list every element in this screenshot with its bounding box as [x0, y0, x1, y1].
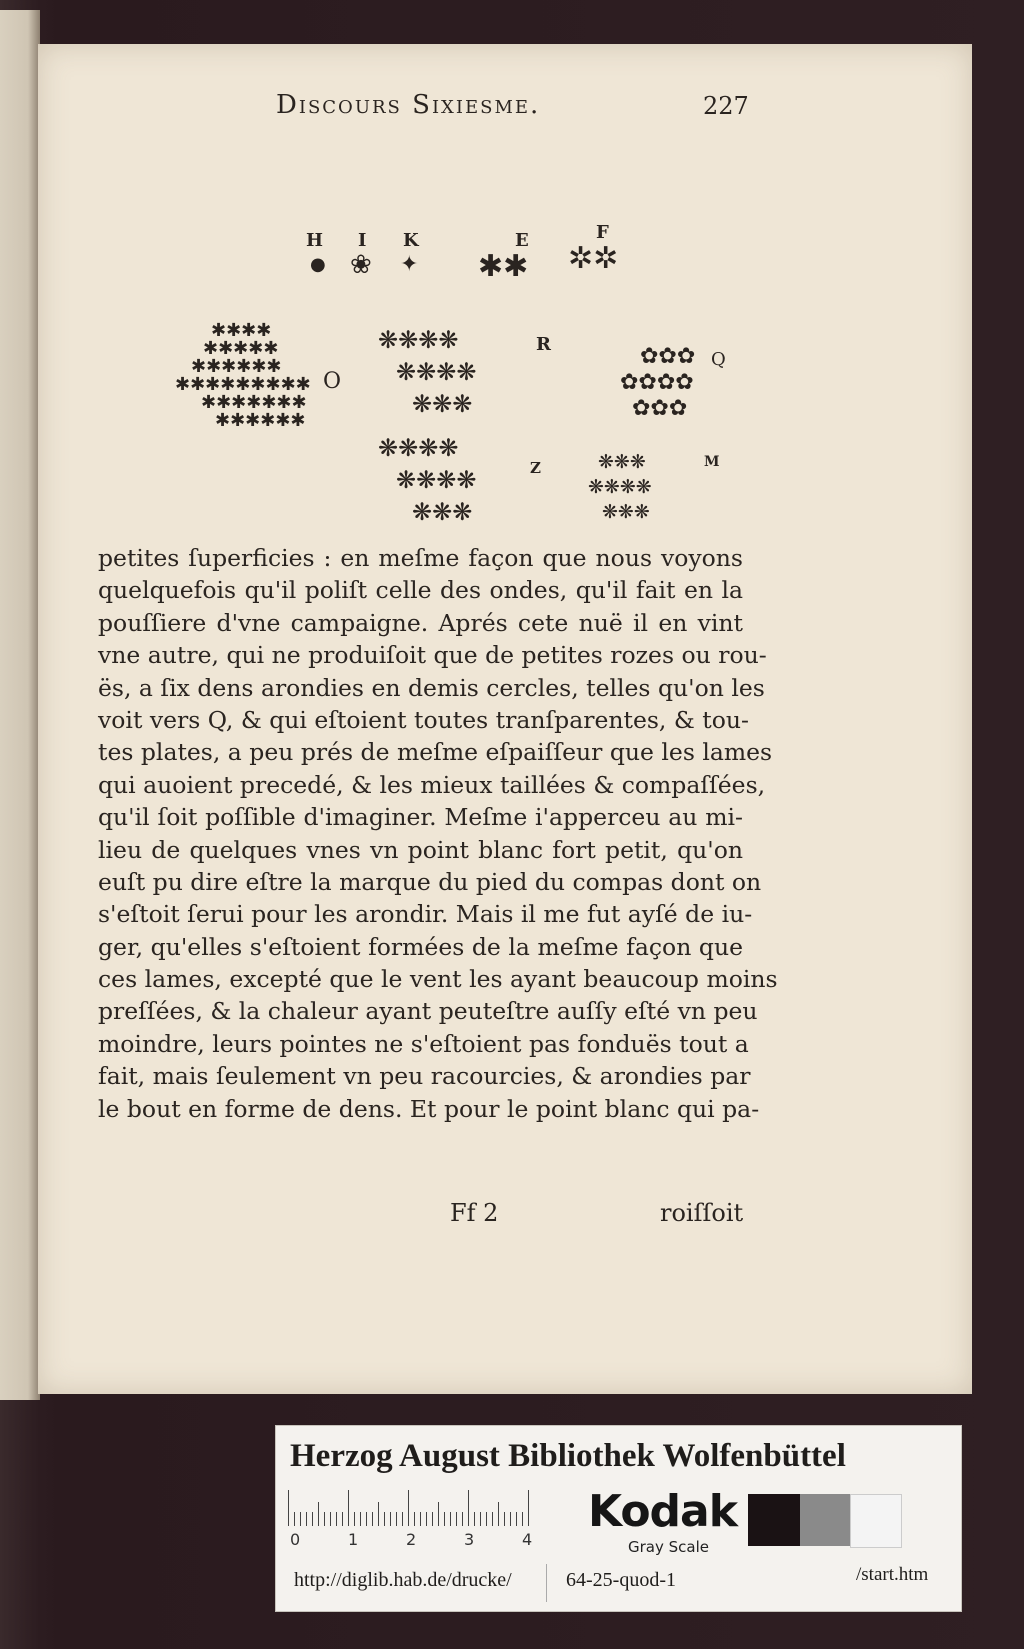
- figure-label-z: Z: [530, 459, 541, 477]
- text-line: qui auoient precedé, & les mieux taillées & compaſſées,: [98, 770, 766, 799]
- dot-icon: ●: [310, 254, 326, 275]
- text-line: fait, mais ſeulement vn peu racourcies, & arondies par: [98, 1062, 751, 1091]
- figure-label-k: K: [403, 230, 419, 251]
- figure-label-q: Q: [711, 349, 726, 370]
- ruler-tick: [468, 1490, 469, 1526]
- previous-page-edge: [0, 10, 40, 1400]
- text-line: ës, a ſix dens arondies en demis cercles, telles qu'on les: [98, 673, 765, 702]
- text-line: ger, qu'elles s'eſtoient formées de la meſme façon que: [98, 932, 743, 961]
- ruler-tick: [516, 1512, 517, 1526]
- catalog-url: http://diglib.hab.de/drucke/: [294, 1569, 512, 1591]
- text-line: ces lames, excepté que le vent les ayant beaucoup moins: [98, 965, 778, 994]
- gray-swatch-mid: [800, 1494, 850, 1546]
- text-line: le bout en forme de dens. Et pour le point blanc qui pa-: [98, 1094, 760, 1123]
- gray-swatch-light: [850, 1494, 902, 1548]
- ruler-tick: [396, 1512, 397, 1526]
- figure-label-o: O: [323, 369, 342, 394]
- ruler-tick: [354, 1512, 355, 1526]
- ruler-tick: [402, 1512, 403, 1526]
- text-line: moindre, leurs pointes ne s'eſtoient pas fonduës tout a: [98, 1029, 749, 1058]
- ruler-tick: [318, 1502, 319, 1526]
- ruler-tick: [498, 1502, 499, 1526]
- text-line: lieu de quelques vnes vn point blanc fort petit, qu'on: [98, 835, 743, 864]
- text-line: pouſſiere d'vne campaigne. Aprés cete nuë il en vint: [98, 608, 743, 637]
- ruler-tick: [288, 1490, 289, 1526]
- ruler-tick: [444, 1512, 445, 1526]
- ruler-tick: [336, 1512, 337, 1526]
- ruler-tick: [414, 1512, 415, 1526]
- ruler-tick: [330, 1512, 331, 1526]
- ruler-number-0: 0: [290, 1530, 301, 1549]
- gray-scale-caption: Gray Scale: [628, 1538, 709, 1556]
- ruler-tick: [366, 1512, 367, 1526]
- gray-swatch-dark: [748, 1494, 800, 1546]
- ruler-tick: [450, 1512, 451, 1526]
- text-line: petites ſuperficies : en meſme façon que nous voyons: [98, 544, 743, 572]
- figure-label-h: H: [306, 230, 324, 251]
- label-divider: [546, 1564, 547, 1602]
- ruler-number-2: 2: [406, 1530, 417, 1549]
- ruler-tick: [432, 1512, 433, 1526]
- catchword: roiſſoit: [660, 1199, 744, 1227]
- text-line: voit vers Q, & qui eſtoient toutes tranſparentes, & tou-: [98, 705, 749, 734]
- ruler-scale: [288, 1488, 538, 1526]
- figure-label-i: I: [358, 230, 367, 251]
- ruler-tick: [456, 1512, 457, 1526]
- ruler-tick: [372, 1512, 373, 1526]
- figure-label-e: E: [515, 230, 529, 251]
- running-head: Discours Sixiesme.: [276, 90, 541, 120]
- ruler-number-1: 1: [348, 1530, 359, 1549]
- ruler-number-3: 3: [464, 1530, 475, 1549]
- figure-label-r: R: [536, 334, 551, 355]
- library-label: [275, 1425, 962, 1612]
- ruler-tick: [510, 1512, 511, 1526]
- ruler-tick: [378, 1502, 379, 1526]
- book-page: [38, 44, 972, 1394]
- ruler-tick: [522, 1512, 523, 1526]
- body-text: [98, 542, 778, 1125]
- kodak-logo: Kodak: [588, 1486, 737, 1537]
- column-crystal-icon: ✲✲: [568, 241, 619, 276]
- ruler-tick: [504, 1512, 505, 1526]
- ruler-tick: [462, 1512, 463, 1526]
- page-number: 227: [703, 92, 749, 120]
- ruler-tick: [324, 1512, 325, 1526]
- start-url: /start.htm: [856, 1564, 929, 1585]
- snowflake-cluster-m: ❋❋❋ ❋❋❋❋ ❋❋❋: [588, 451, 652, 523]
- star-icon: ✦: [400, 252, 419, 277]
- text-line: qu'il ſoit poſſible d'imaginer. Meſme i'apperceu au mi-: [98, 803, 743, 832]
- signature-mark: Ff 2: [450, 1199, 499, 1227]
- ruler-tick: [306, 1512, 307, 1526]
- snowflake-icon: ✱✱: [478, 249, 529, 284]
- star-cluster-o: ✱✱✱✱ ✱✱✱✱✱ ✱✱✱✱✱✱ ✱✱✱✱✱✱✱✱✱ ✱✱✱✱✱✱✱ ✱✱✱✱✱✱: [175, 320, 311, 431]
- snowflake-figure: [128, 174, 768, 554]
- ruler-tick: [408, 1490, 409, 1526]
- text-line: tes plates, a peu prés de meſme eſpaiſſeur que les lames: [98, 738, 773, 767]
- ruler-tick: [360, 1512, 361, 1526]
- text-line: euſt pu dire eſtre la marque du pied du compas dont on: [98, 867, 762, 896]
- ruler-tick: [294, 1512, 295, 1526]
- figure-label-f: F: [596, 222, 609, 243]
- figure-label-m: M: [704, 454, 720, 470]
- text-line: quelquefois qu'il poliſt celle des ondes, qu'il fait en la: [98, 576, 743, 605]
- ruler-tick: [528, 1490, 529, 1526]
- ruler-tick: [384, 1512, 385, 1526]
- rose-icon: ❀: [350, 250, 372, 280]
- ruler-tick: [480, 1512, 481, 1526]
- ruler-tick: [438, 1502, 439, 1526]
- snowflake-cluster-r: ❋❋❋❋ ❋❋❋❋ ❋❋❋: [378, 326, 477, 418]
- ruler-number-4: 4: [522, 1530, 533, 1549]
- rose-cluster-q: ✿✿✿ ✿✿✿✿ ✿✿✿: [620, 344, 696, 421]
- ruler-tick: [300, 1512, 301, 1526]
- ruler-tick: [390, 1512, 391, 1526]
- text-line: vne autre, qui ne produiſoit que de petites rozes ou rou-: [98, 641, 767, 670]
- shelfmark: 64-25-quod-1: [566, 1569, 676, 1591]
- snowflake-cluster-z: ❋❋❋❋ ❋❋❋❋ ❋❋❋: [378, 434, 477, 526]
- ruler-tick: [426, 1512, 427, 1526]
- ruler-tick: [474, 1512, 475, 1526]
- library-name: Herzog August Bibliothek Wolfenbüttel: [290, 1438, 846, 1474]
- ruler-tick: [342, 1512, 343, 1526]
- ruler-tick: [486, 1512, 487, 1526]
- ruler-tick: [312, 1512, 313, 1526]
- ruler-tick: [420, 1512, 421, 1526]
- ruler-tick: [492, 1512, 493, 1526]
- text-line: s'eſtoit ſerui pour les arondir. Mais il me fut ayſé de iu-: [98, 900, 753, 929]
- ruler-tick: [348, 1490, 349, 1526]
- text-line: preſſées, & la chaleur ayant peuteſtre auſſy eſté vn peu: [98, 997, 758, 1026]
